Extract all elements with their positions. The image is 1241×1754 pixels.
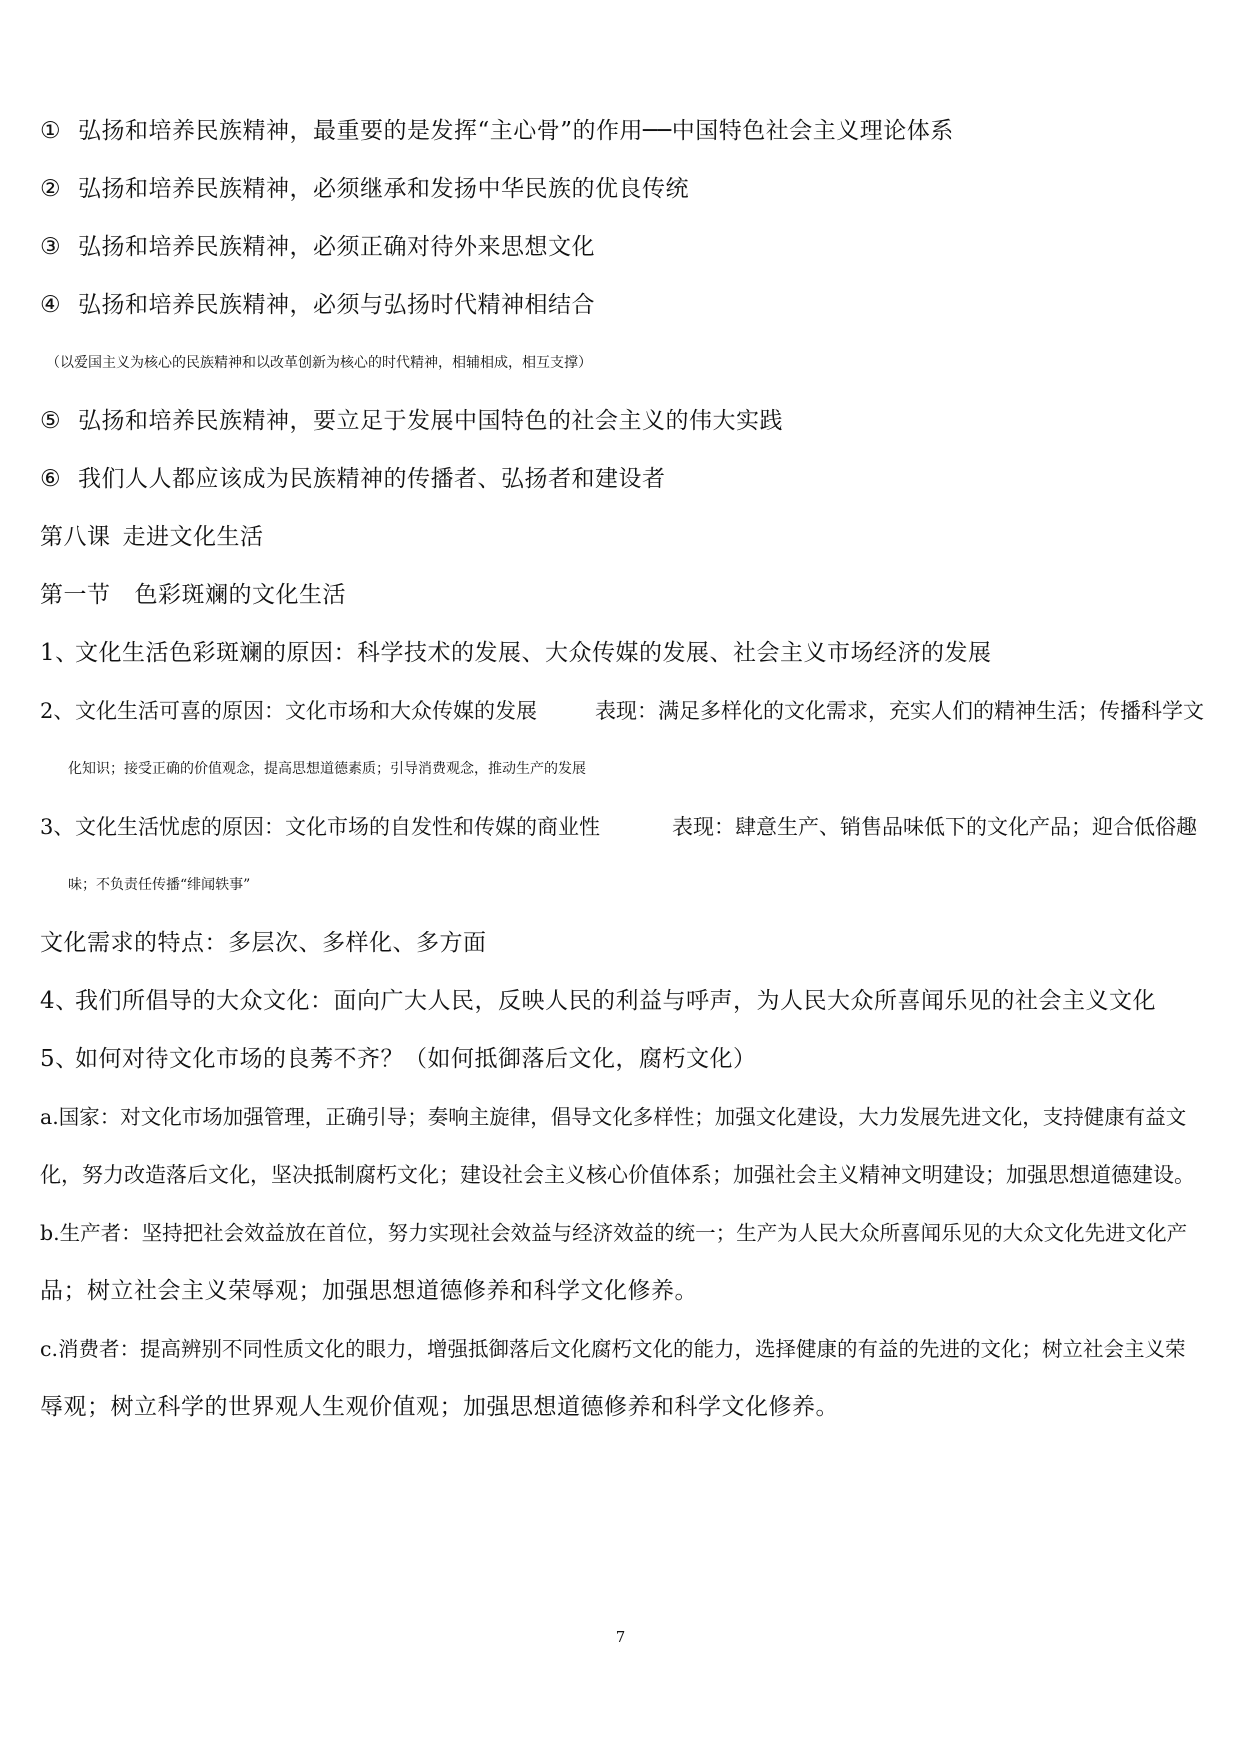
- circled-marker: ⑤: [40, 408, 62, 434]
- measure-c-line-1: c.消费者：提高辨别不同性质文化的眼力，增强抵御落后文化腐朽文化的能力，选择健康的有益的先进的文化；树立社会主义荣: [40, 1337, 1186, 1361]
- item-text-manifestation: 表现：肆意生产、销售品味低下的文化产品；迎合低俗趣: [672, 815, 1197, 839]
- measure-c-line-2: 辱观；树立科学的世界观人生观价值观；加强思想道德修养和科学文化修养。: [40, 1394, 839, 1420]
- principle-3: [40, 232, 1205, 262]
- item-text-reason: 文化生活忧虑的原因：文化市场的自发性和传媒的商业性: [75, 815, 600, 839]
- section-label: 第一节: [40, 582, 111, 608]
- circled-marker: ①: [40, 118, 62, 144]
- principle-2: [40, 174, 1205, 204]
- lesson-label: 第八课: [40, 524, 111, 550]
- item-text: 文化生活色彩斑斓的原因：科学技术的发展、大众传媒的发展、社会主义市场经济的发展: [75, 640, 992, 666]
- principle-text: 弘扬和培养民族精神，必须正确对待外来思想文化: [78, 234, 595, 260]
- principle-5: [40, 406, 1205, 436]
- circled-marker: ⑥: [40, 466, 62, 492]
- item-text-reason: 文化生活可喜的原因：文化市场和大众传媒的发展: [75, 699, 537, 723]
- measure-a-line-1: a.国家：对文化市场加强管理，正确引导；奏响主旋律，倡导文化多样性；加强文化建设，大力发展先进文化，支持健康有益文: [40, 1105, 1187, 1129]
- principle-1: [40, 116, 1205, 146]
- principle-text: 弘扬和培养民族精神，要立足于发展中国特色的社会主义的伟大实践: [78, 408, 783, 434]
- item-number: 1、: [40, 640, 79, 666]
- principle-4: [40, 290, 1205, 320]
- demand-features: 文化需求的特点：多层次、多样化、多方面: [40, 930, 487, 956]
- item-2: [40, 696, 1205, 726]
- item-number: 2、: [40, 699, 75, 723]
- measure-b-line-1: b.生产者：坚持把社会效益放在首位，努力实现社会效益与经济效益的统一；生产为人民大众所喜闻乐见的大众文化先进文化产: [40, 1221, 1188, 1245]
- section-heading: [40, 580, 1205, 610]
- measure-a-line-2: 化，努力改造落后文化，坚决抵制腐朽文化；建设社会主义核心价值体系；加强社会主义精神文明建设；加强思想道德建设。: [40, 1163, 1195, 1187]
- item-text-manifestation: 表现：满足多样化的文化需求，充实人们的精神生活；传播科学文: [595, 699, 1204, 723]
- principle-6: [40, 464, 1205, 494]
- item-text: 我们所倡导的大众文化：面向广大人民，反映人民的利益与呼声，为人民大众所喜闻乐见的社会主义文化: [75, 988, 1156, 1014]
- circled-marker: ②: [40, 176, 62, 202]
- item-text: 如何对待文化市场的良莠不齐？（如何抵御落后文化，腐朽文化）: [75, 1046, 757, 1072]
- item-number: 4、: [40, 988, 79, 1014]
- principle-4-note: （以爱国主义为核心的民族精神和以改革创新为核心的时代精神，相辅相成，相互支撑）: [46, 355, 592, 371]
- measure-b-line-2: 品；树立社会主义荣辱观；加强思想道德修养和科学文化修养。: [40, 1278, 698, 1304]
- principle-text: 弘扬和培养民族精神，最重要的是发挥“主心骨”的作用──中国特色社会主义理论体系: [78, 118, 954, 144]
- item-2-continued: 化知识；接受正确的价值观念，提高思想道德素质；引导消费观念，推动生产的发展: [68, 761, 586, 777]
- principle-text: 弘扬和培养民族精神，必须继承和发扬中华民族的优良传统: [78, 176, 689, 202]
- lesson-title: 走进文化生活: [122, 524, 264, 550]
- item-number: 5、: [40, 1046, 79, 1072]
- item-1: [40, 638, 1205, 668]
- lesson-heading: [40, 522, 1205, 552]
- circled-marker: ③: [40, 234, 62, 260]
- principle-text: 我们人人都应该成为民族精神的传播者、弘扬者和建设者: [78, 466, 666, 492]
- item-4: [40, 986, 1205, 1016]
- item-5: [40, 1044, 1205, 1074]
- page-number: 7: [615, 1628, 626, 1646]
- circled-marker: ④: [40, 292, 62, 318]
- item-number: 3、: [40, 815, 75, 839]
- principle-text: 弘扬和培养民族精神，必须与弘扬时代精神相结合: [78, 292, 595, 318]
- item-3-continued: 味；不负责任传播“绯闻轶事”: [68, 877, 251, 893]
- item-3: [40, 812, 1205, 842]
- section-title: 色彩斑斓的文化生活: [134, 582, 346, 608]
